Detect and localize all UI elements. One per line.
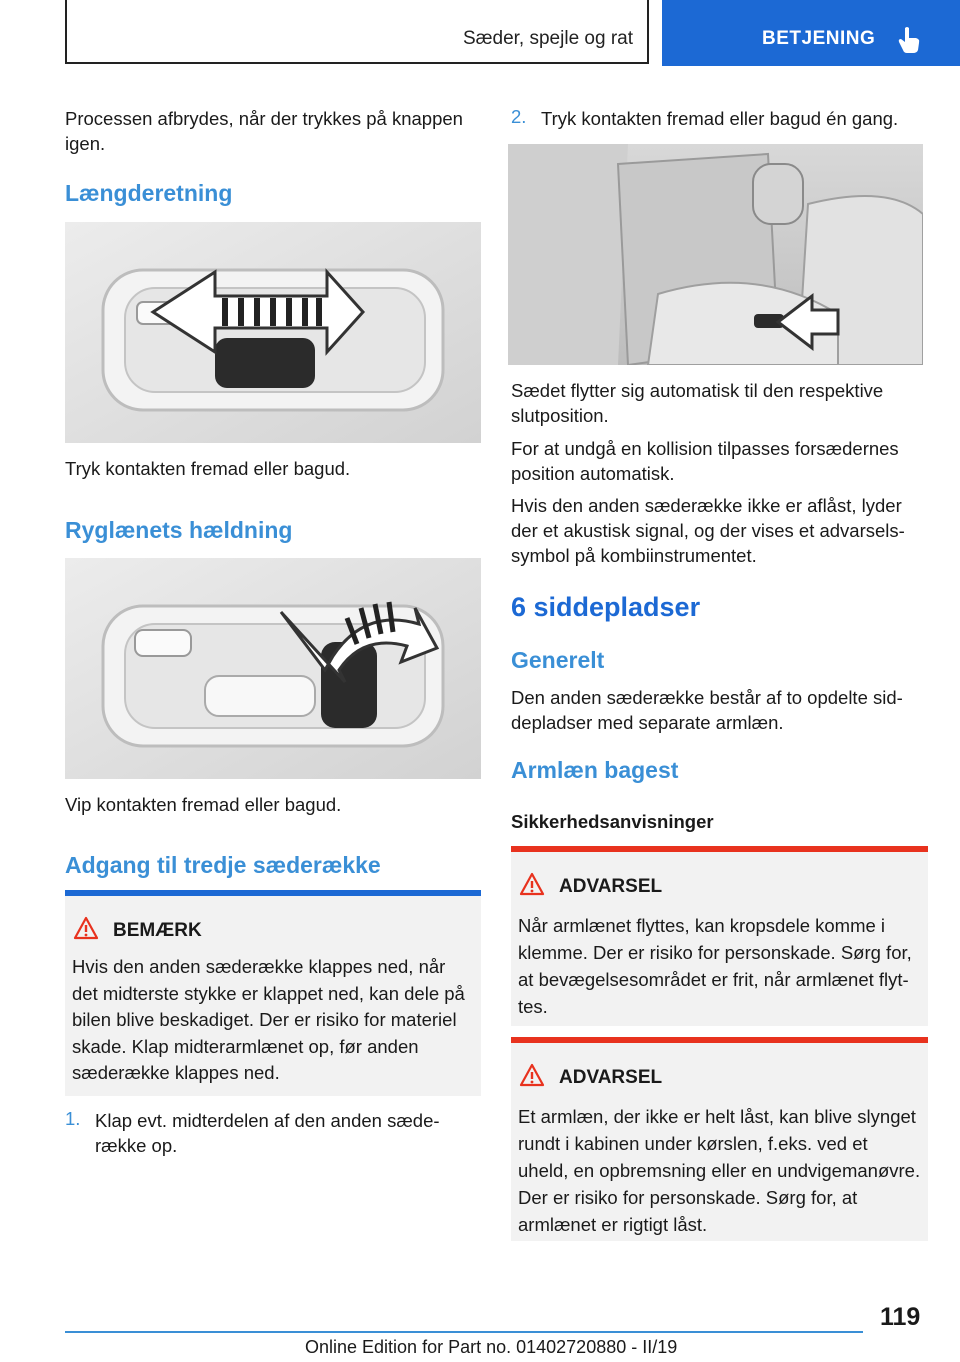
collision-paragraph: For at undgå en kollision tilpasses forsædernes position automatisk. [511, 438, 899, 484]
auto-position-paragraph: Sædet flytter sig automatisk til den respektive slutposition. [511, 380, 884, 426]
general-paragraph: Den anden sæderække består af to opdelte siddepladser med separate armlæn. [511, 687, 903, 733]
step-1-text: Klap evt. midterdelen af den anden sæderække op. [95, 1110, 440, 1156]
warning-2-text: Et armlæn, der ikke er helt låst, kan blive slynget rundt i kabinen under kørslen, f.eks. ved et uheld, en opbremsning eller en undvigemanøvre. Der er risiko for personskade. Sørg for, at armlænet er rigtigt låst. [518, 1106, 921, 1235]
safety-heading: Sikkerhedsanvisninger [511, 811, 714, 832]
unlocked-warning-paragraph: Hvis den anden sæderække ikke er aflåst, lyder der et akustisk signal, og der vises et advarselssymbol på kombiinstrumentet. [511, 495, 905, 566]
warning-2-title: ADVARSEL [559, 1067, 663, 1088]
backrest-heading: Ryglænets hældning [65, 517, 293, 543]
notice-text: Hvis den anden sæderække klappes ned, når det midterste stykke er klappet ned, kan dele på bilen blive beskadiget. Der er risiko for materiel skade. Klap midterarmlænet op, før anden sæderække klappes ned. [72, 956, 465, 1083]
page-number: 119 [880, 1303, 921, 1331]
notice-box [65, 890, 481, 1096]
general-heading: Generelt [511, 647, 605, 673]
warning-triangle-icon [519, 1063, 545, 1087]
edition-footer: Online Edition for Part no. 01402720880 - II/19 [305, 1337, 678, 1357]
armrest-heading: Armlæn bagest [511, 757, 679, 783]
chapter-title: Sæder, spejle og rat [462, 28, 633, 49]
lengthwise-caption: Tryk kontakten fremad eller bagud. [65, 458, 351, 479]
intro-paragraph: Processen afbrydes, når der trykkes på knappen igen. [65, 108, 463, 154]
footer-rule [65, 1331, 863, 1333]
lengthwise-switch-photo [65, 222, 481, 443]
header-section-tab [662, 0, 960, 66]
header-chapter-box [65, 0, 649, 64]
third-row-access-photo [508, 144, 923, 365]
six-seats-heading: 6 siddepladser [511, 592, 701, 622]
notice-title: BEMÆRK [113, 920, 202, 941]
lengthwise-heading: Længderetning [65, 180, 233, 206]
warning-box-1 [511, 846, 928, 1026]
hand-pointer-icon [896, 26, 922, 54]
warning-triangle-icon [73, 916, 99, 940]
warning-1-text: Når armlænet flyttes, kan kropsdele komme i klemme. Der er risiko for personskade. Sørg for, at bevægelsesområdet er frit, når armlænet flyttes. [518, 915, 912, 1017]
step-1-number: 1. [65, 1108, 81, 1129]
step-2-number: 2. [511, 106, 527, 127]
backrest-switch-photo [65, 558, 481, 779]
section-label: BETJENING [762, 28, 876, 49]
third-row-access-heading: Adgang til tredje sæderække [65, 852, 381, 878]
warning-1-title: ADVARSEL [559, 876, 663, 897]
backrest-caption: Vip kontakten fremad eller bagud. [65, 794, 342, 815]
step-2-text: Tryk kontakten fremad eller bagud én gang. [541, 108, 899, 129]
warning-triangle-icon [519, 872, 545, 896]
warning-box-2 [511, 1037, 928, 1241]
